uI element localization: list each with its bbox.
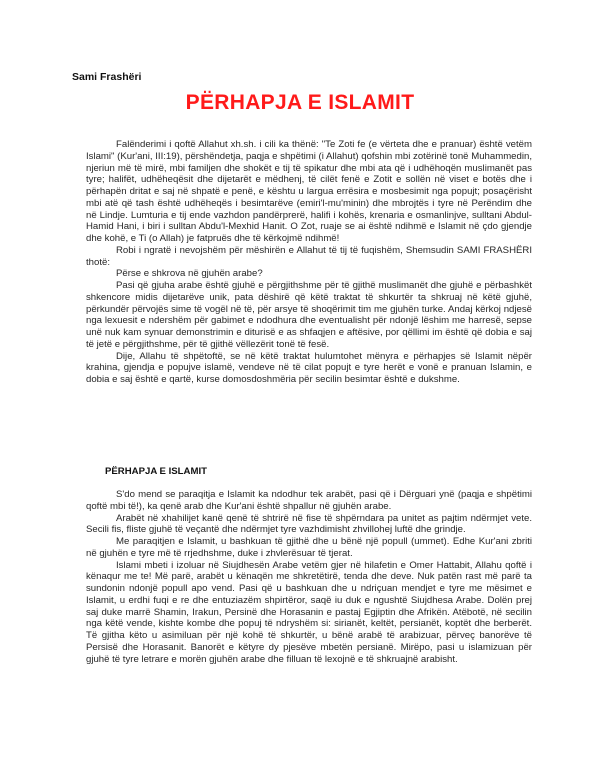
section-paragraph: Me paraqitjen e Islamit, u bashkuan të gjithë dhe u bënë një popull (ummet). Edhe Kur'ani zbriti në gjuhën e tyre më të rrjedhshme, duke i zhvlerësuar të tjerat. [86,536,532,559]
author-name: Sami Frashëri [72,71,142,83]
section-paragraph: S'do mend se paraqitja e Islamit ka ndodhur tek arabët, pasi që i Dërguari ynë (paqja e shpëtimi qoftë mbi të!), ka qenë arab dhe Kur'ani është shpallur në gjuhën arabe. [86,489,532,512]
intro-paragraph: Dije, Allahu të shpëtoftë, se në këtë traktat hulumtohet mënyra e përhapjes së Islamit nëpër krahina, gjendja e popujve islamë, vendeve në të cilat popujt e tyre herët e vonë e pranuan Islamin, e dobia e saj është e qartë, kurse domosdoshmëria për secilin besimtar është e dukshme. [86,350,532,385]
main-section [86,489,532,665]
intro-paragraph: Robi i ngratë i nevojshëm për mëshirën e Allahut të tij të fuqishëm, Shemsudin SAMI FRASHËRI thotë: [86,244,532,268]
intro-paragraph: Falënderimi i qoftë Allahut xh.sh. i cili ka thënë: "Te Zoti fe (e vërteta dhe e pranuar) është vetëm Islami" (Kur'ani, III:19), përshëndetja, paqja e shpëtimi (i Allahut) qofshin mbi zotërinë tonë Muhammedin, njeriun më të mirë, mbi familjen dhe shokët e tij të spikatur dhe mbi ata që i udhëhoqën muslimanët pas tyre; halifët, udhëheqësit dhe dijetarët e mëdhenj, të cilët fenë e Zotit e sollën në viset e botës dhe i përhapën dritat e saj në shpatë e penë, e kështu u largua errësira e mosbesimit nga popujt; posaçërisht mbi atë që tash është udhëheqës i besimtarëve (emiri'l-mu'minin) dhe mbrojtës i tyre në Perëndim dhe në Lindje. Lumturia e tij ende vazhdon pandërprerë, halifi i kohës, krenaria e osmanlinjve, sulltani Abdul-Hamid Hani, i biri i sulltan Abdu'l-Mexhid Hanit. O Zot, ruaje se ai është ndihmë e Islamit në çdo gjendje dhe kohë, e Ti (o Allah) je fatpruës dhe të kërkojmë ndihmë! [86,139,532,244]
intro-question: Përse e shkrova në gjuhën arabe? [116,268,263,280]
section-paragraph: Islami mbeti i izoluar në Siujdhesën Arabe vetëm gjer në hilafetin e Omer Hattabit, Allahu qoftë i kënaqur me te! Më parë, arabët u kënaqën me shkretëtirë, tenda dhe deve. Nuk patën rast më parë ta sundonin ndonjë popull apo vend. Pasi që u bashkuan dhe u ndriçuan mendjet e tyre me mësimet e Islamit, u erdhi fuqi e re dhe entuziazëm shpirtëror, saqë iu duk e ngushtë Siujdhesa Arabe. Dolën prej saj duke marrë Shamin, Irakun, Persinë dhe Horasanin e pastaj Egjiptin dhe Afrikën. Atëbotë, në secilin nga këtë vende, kishte kombe dhe popuj të ndryshëm si: sirianët, keltët, persianët, koptët dhe berberët. Të gjitha këto u asimiluan për një kohë të shkurtër, u bënë arabë të arabizuar, përveç banorëve të Persisë dhe Horasanit. Banorët e këtyre dy pjesëve mbetën persianë. Mirëpo, pasi u islamizuan për gjuhë të tyre letrare e morën gjuhën arabe dhe filluan të lexojnë e të shkruajnë arabisht. [86,559,532,665]
section-heading: PËRHAPJA E ISLAMIT [105,466,207,477]
document-title: PËRHAPJA E ISLAMIT [185,91,415,114]
section-paragraph: Arabët në xhahilijet kanë qenë të shtrirë në fise të shpërndara pa unitet as pajtim ndërmjet vete. Secili fis, fliste gjuhë të veçantë dhe ndërmjet tyre vazhdimisht zhvillohej luftë dhe grindje. [86,512,532,536]
intro-paragraph: Pasi që gjuha arabe është gjuhë e përgjithshme për të gjithë muslimanët dhe gjuhë e përbashkët shkencore midis dijetarëve unik, pata dëshirë që këtë traktat të shkurtër ta shkruaj në këtë gjuhë, përkundër përvojës sime të vogël në të, për arsye të shoqërimit tim me gjuhën turke. Andaj kërkoj ndjesë nga lexuesit e ndershëm për gabimet e ndodhura dhe eventualisht për ndonjë lëshim me harresë, sepse unë nuk kam synuar demonstrimin e diturisë e as shfaqjen e aftësive, por qëllimi im është që dobia e saj të jetë e përgjithshme, për të gjithë vëllezërit tonë të fesë. [86,280,532,350]
intro-section [86,139,532,386]
